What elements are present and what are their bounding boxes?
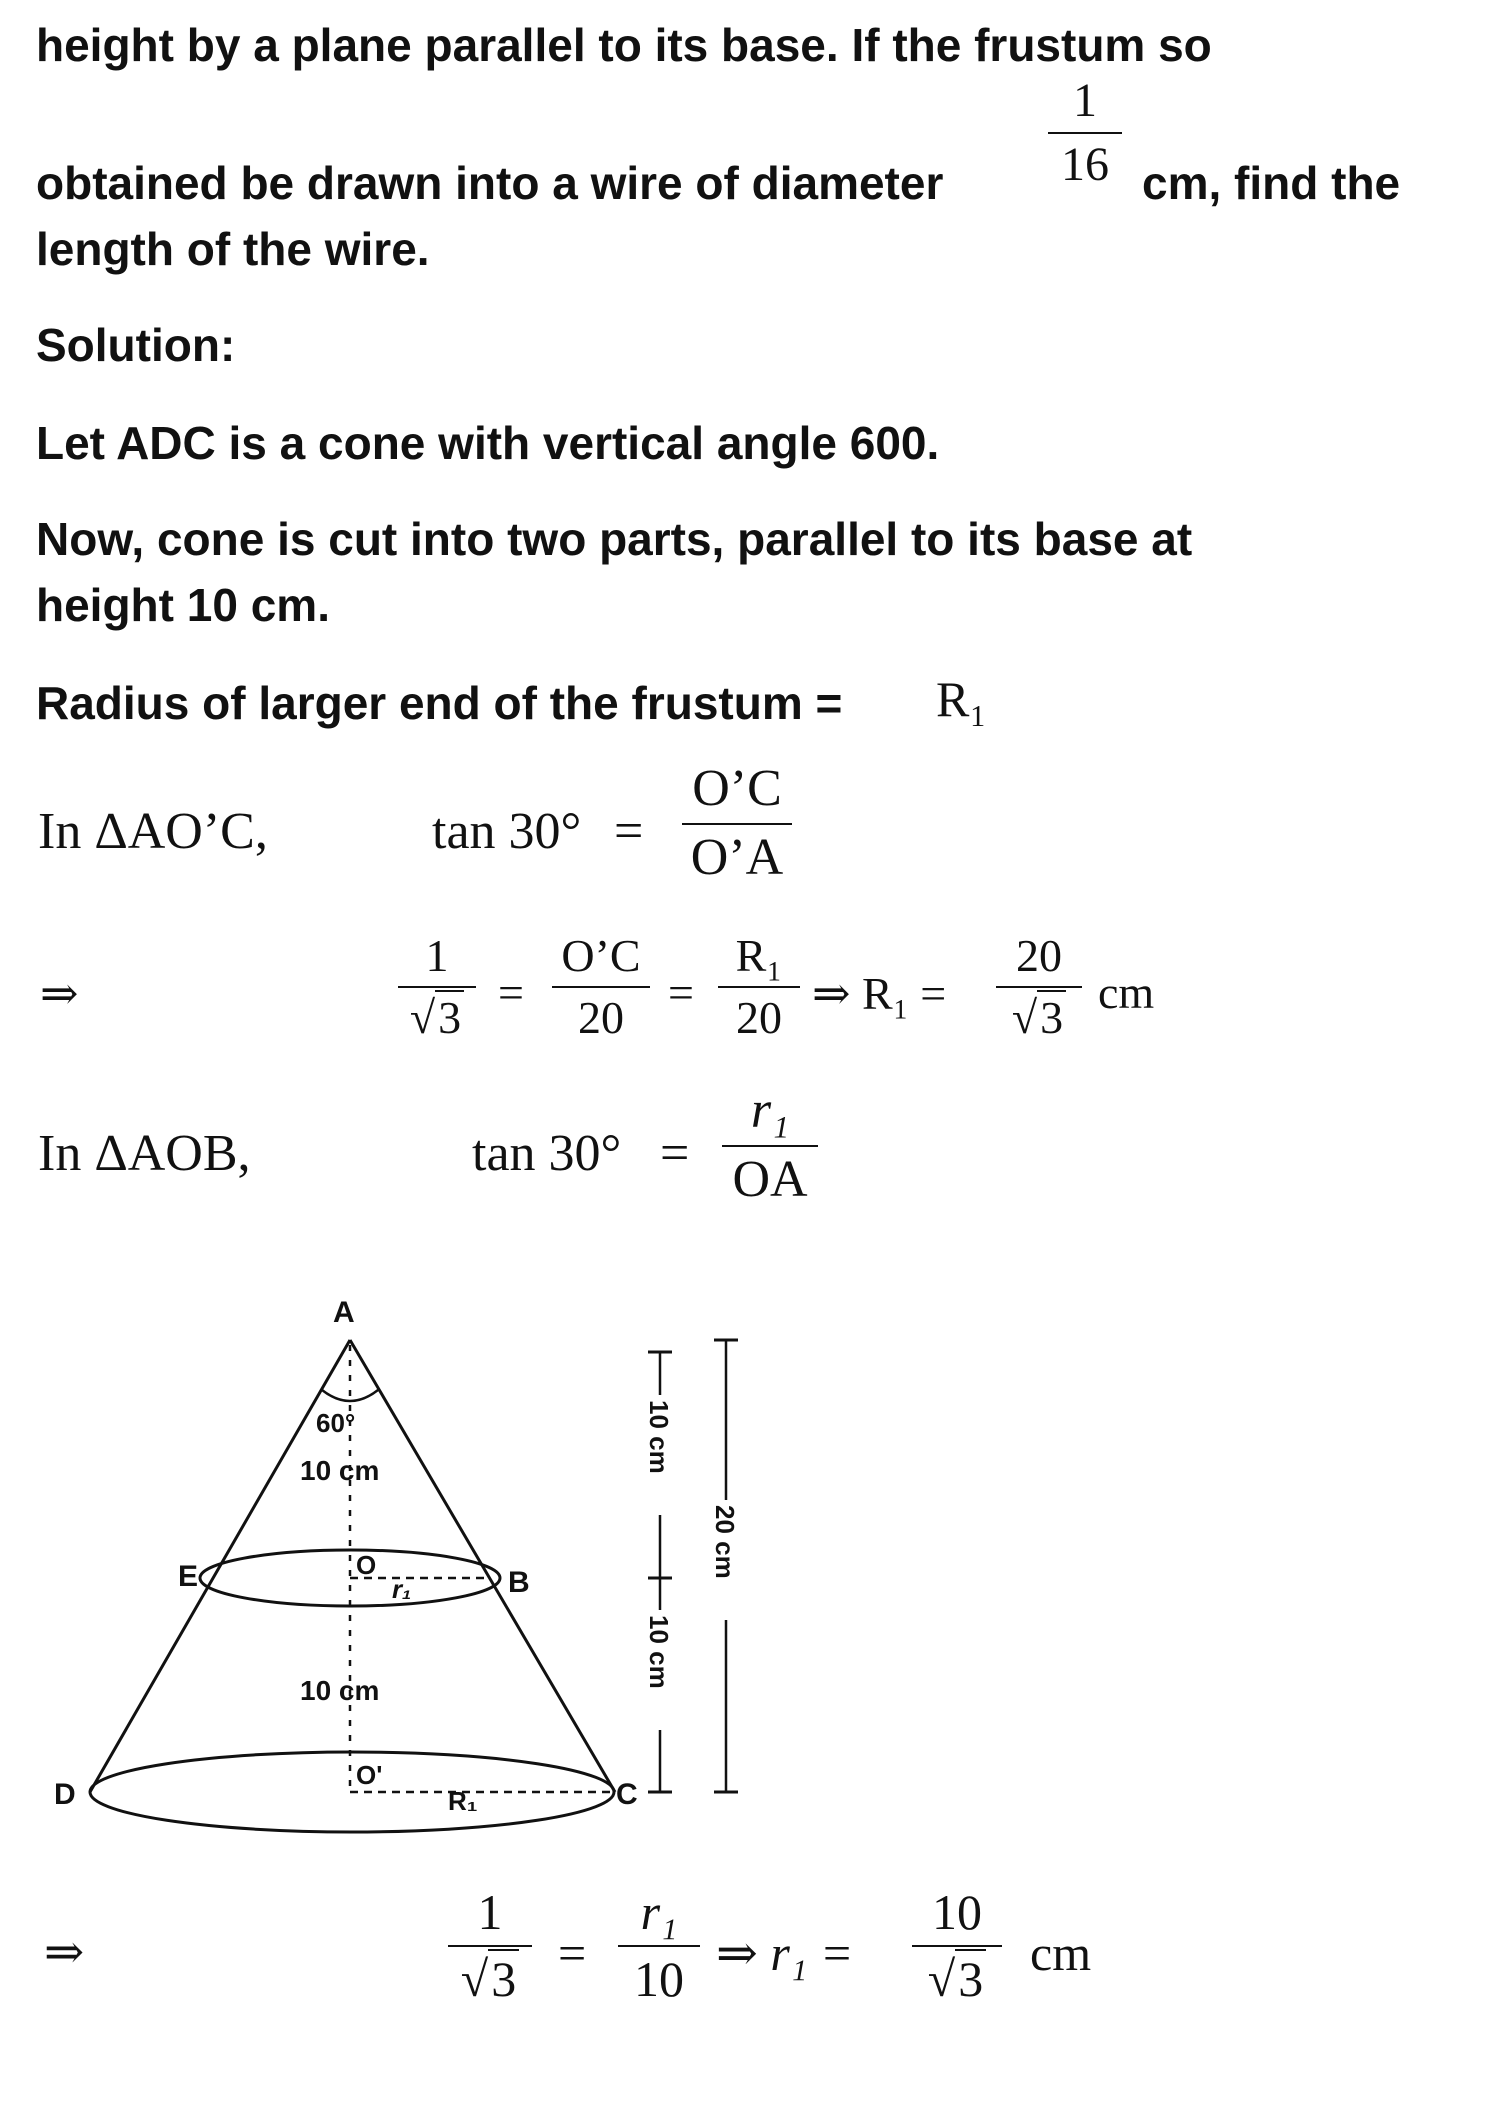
radicand: 3 <box>955 1949 986 2007</box>
eq3-lhs: tan 30° <box>472 1125 622 1182</box>
eq2-f3-bar <box>718 986 800 988</box>
radius-symbol: R₁ <box>936 671 987 727</box>
eq4-f3-denominator <box>912 1950 1002 2007</box>
eq4-f3-numerator: 10 <box>932 1884 982 1940</box>
eq1-label: In ΔAO’C, <box>38 803 268 860</box>
eq2-equals-2: = <box>668 967 694 1018</box>
wire-diameter-fraction <box>1048 76 1122 191</box>
eq4-implies: ⇒ r₁ = <box>716 1925 854 1981</box>
point-e-label: E <box>178 1560 199 1593</box>
eq4-f1-numerator: 1 <box>477 1884 503 1940</box>
sqrt-sign: √3 <box>410 994 464 1042</box>
eq4-unit: cm <box>1030 1925 1092 1981</box>
problem-line-3: length of the wire. <box>36 223 430 275</box>
eq1-lhs: tan 30° <box>432 803 582 860</box>
eq4-equals-1: = <box>558 1925 587 1981</box>
eq2-fraction-3 <box>718 932 800 1043</box>
eq2-f4-denominator <box>996 994 1082 1042</box>
eq2-fraction-4 <box>996 932 1082 1043</box>
solution-paragraph-2a: Now, cone is cut into two parts, parallel to its base at <box>36 513 1193 565</box>
eq2-unit: cm <box>1098 967 1155 1018</box>
radius-R1-label: R₁ <box>448 1786 478 1816</box>
eq2-f2-numerator: O’C <box>561 930 641 981</box>
eq2-f3-numerator: R₁ <box>735 930 783 981</box>
eq3-denominator: OA <box>732 1150 808 1208</box>
eq1-equals: = <box>614 803 644 860</box>
eq2-f4-bar <box>996 986 1082 988</box>
eq4-fraction-3 <box>912 1886 1002 2005</box>
eq4-f2-numerator: r₁ <box>640 1884 678 1940</box>
eq4-f1-bar <box>448 1945 532 1947</box>
eq3-label: In ΔAOB, <box>38 1125 251 1182</box>
eq4-f3-bar <box>912 1945 1002 1947</box>
point-o-label: O <box>356 1550 377 1580</box>
eq2-fraction-2 <box>552 932 650 1043</box>
eq2-equals-1: = <box>498 967 524 1018</box>
eq1-denominator: O’A <box>690 828 784 886</box>
solution-paragraph-1: Let ADC is a cone with vertical angle 600. <box>36 417 940 469</box>
problem-line-2b: cm, find the <box>1142 157 1401 209</box>
eq2-f2-denominator: 20 <box>578 992 624 1044</box>
fraction-numerator: 1 <box>1073 74 1097 127</box>
upper-height-label: 10 cm <box>300 1455 380 1486</box>
point-a-label: A <box>333 1296 355 1329</box>
sqrt-sign: √3 <box>928 1953 986 2006</box>
sqrt-sign: √3 <box>461 1953 519 2006</box>
eq3-bar <box>722 1145 818 1147</box>
point-b-label: B <box>508 1566 530 1599</box>
problem-line-1: height by a plane parallel to its base. If the frustum so <box>36 19 1212 71</box>
eq4-fraction-2 <box>618 1886 700 2005</box>
solution-paragraph-2b: height 10 cm. <box>36 579 330 631</box>
dimension-top-label: 10 cm <box>644 1400 674 1474</box>
cone-figure <box>0 1280 900 1840</box>
eq2-f4-numerator: 20 <box>1016 930 1062 981</box>
slant-edge-ad <box>90 1340 350 1792</box>
eq2-f1-numerator: 1 <box>425 930 449 981</box>
point-o-prime-label: O' <box>356 1760 383 1790</box>
eq3-equals: = <box>660 1125 690 1182</box>
eq4-arrow: ⇒ <box>44 1926 85 1979</box>
point-c-label: C <box>616 1778 638 1811</box>
dimension-total-label: 20 cm <box>710 1505 740 1579</box>
point-d-label: D <box>54 1778 76 1811</box>
lower-height-label: 10 cm <box>300 1675 380 1706</box>
radicand: 3 <box>488 1949 519 2007</box>
radius-r1-label: r₁ <box>392 1574 412 1604</box>
dimension-bottom-label: 10 cm <box>644 1615 674 1689</box>
problem-line-2a: obtained be drawn into a wire of diameter <box>36 157 944 209</box>
eq2-f1-bar <box>398 986 476 988</box>
eq1-bar <box>682 823 792 825</box>
eq4-f2-bar <box>618 1945 700 1947</box>
radicand: 3 <box>435 990 464 1043</box>
eq1-fraction <box>682 762 792 885</box>
solution-heading: Solution: <box>36 319 236 371</box>
eq2-implies: ⇒ R₁ = <box>812 968 947 1019</box>
eq4-f2-denominator: 10 <box>634 1950 684 2007</box>
eq2-fraction-1 <box>398 932 476 1043</box>
solution-paragraph-3: Radius of larger end of the frustum = <box>36 677 843 729</box>
fraction-bar <box>1048 132 1122 134</box>
eq1-numerator: O’C <box>692 760 782 817</box>
vertex-angle-label: 60° <box>316 1408 356 1438</box>
eq4-fraction-1 <box>448 1886 532 2005</box>
radicand: 3 <box>1037 990 1066 1043</box>
eq3-numerator: r₁ <box>750 1082 790 1139</box>
eq3-fraction <box>722 1084 818 1207</box>
eq2-f3-denominator: 20 <box>736 992 782 1044</box>
fraction-denominator: 16 <box>1061 138 1109 192</box>
eq2-f1-denominator <box>398 994 476 1042</box>
eq4-f1-denominator <box>448 1950 532 2007</box>
eq2-arrow: ⇒ <box>40 968 79 1019</box>
sqrt-sign: √3 <box>1012 994 1066 1042</box>
eq2-f2-bar <box>552 986 650 988</box>
